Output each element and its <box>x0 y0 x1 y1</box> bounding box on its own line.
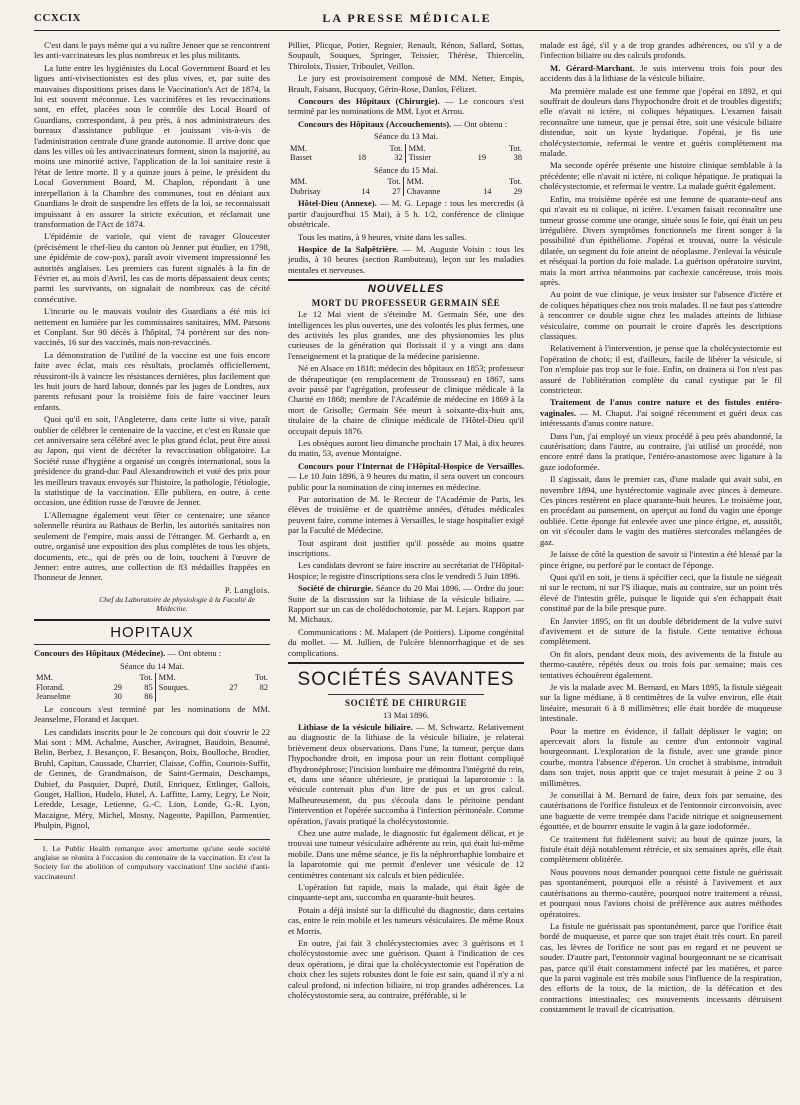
column-1 <box>34 40 270 1097</box>
table-row <box>34 692 270 702</box>
paragraph: Les candidats devront se faire inscrire au secrétariat de l'Hôpital-Hospice; le registre d'inscriptions sera clos le vendredi 5 Juin 1896. <box>288 560 524 581</box>
paragraph: Enfin, ma troisième opérée est une femme de quarante-neuf ans qui n'avait eu ni colique, ni ictère. L'examen faisait reconnaître une tumeur grosse comme une orange, située sous le foie, qui était un peu irrégulière. Divers symptômes fonctionnels me firent songer à la possibilité d'un épithéliome. J'opérai et trouvai, outre la vésicule dilatée, un segment du foie atteint de néoplasme. J'enlevai la vésicule et réséquai la portion du foie malade. La guérison opératoire survint, mais la mort arriva néanmoins par cachexie cancéreuse, trois mois après. <box>540 193 782 287</box>
paragraph: Pour la mettre en évidence, il fallait déplisser le vagin; on apercevait alors la fistule au centre d'un entonnoir vaginal bourgeonnant. L'exploration de la fistule, avec une grande pince courbe, montra l'absence d'éperon. Un crochet à strabisme, introduit dans son trajet, nous apprit que ce trajet mesurait à peine 2 ou 3 millimètres. <box>540 725 782 788</box>
paragraph: Chez une autre malade, le diagnostic fut également délicat, et je trouvai une tumeur vésiculaire adhérente au rein, qui était lui-même mobile. Dans une même séance, je fis la néphrorrhaphie lombaire et la laparotomie qui me permit d'enlever une vésicule de 12 centimètres contenant six calculs et bien pédiculée. <box>288 827 524 880</box>
score-table-14 <box>34 673 270 702</box>
candidate-total: 38 <box>513 153 522 163</box>
obituary-title: MORT DU PROFESSEUR GERMAIN SÉE <box>311 297 501 308</box>
paragraph: Quoi qu'il en soit, je tiens à spécifier ceci, que la fistule ne siégeait ni sur le rectum, ni sur l'S iliaque, mais au contraire, sur un point très élevé de l'intestin grêle, puisque le liquide qui s'en échappait était constitué par de la bile presque pure. <box>540 571 782 614</box>
candidate-name: Chavanne <box>406 186 441 196</box>
paragraph: La lutte entre les hygiénistes du Local Government Board et les ligues anti-vivisectionistes est des plus vives, et, par suite des mauvaises dispositions prises dans le Vaccination's Act de 1874, la loi est souvent méconnue. Les vaccinifères et les revaccinations sont, en effet, placées sous le contrôle des Local Board of Guardians, correspondant, à peu près, à nos administrateurs des bureaux d'assistance publique et jouissant vis-à-vis de l'administration centrale d'une grande autonomie. Il arrive donc que dans les villes où les antivaccinateurs forment, sinon la majorité, au moins une minorité active, l'application de la loi sanitaire reste à l'état de lettre morte. Il y a quinze jours à peine, le président du Local Government Board, M. Chaplon, répondant à une interpellation à la Chambre des communes, tout en déniant aux Guardians le droit de suspendre les effets de la loi, se reconnaissait impuissant à en assurer la stricte exécution, et réclamait une transformation de l'Act de 1874. <box>34 62 270 229</box>
paragraph: Tout aspirant doit justifier qu'il possède au moins quatre inscriptions. <box>288 537 524 559</box>
paragraph: Il s'agissait, dans le premier cas, d'une malade qui avait subi, en novembre 1894, une hystérectomie vaginale avec pinces à demeure. Ces pinces restèrent en place quarante-huit heures. Le troisième jour, en procédant au pansement, on aperçut au fond du vagin une éponge oubliée. Cette éponge fut enlevée avec une pince érigne, et, aussitôt, on vit s'écouler dans le vagin des matières stercorales mélangées de gaz. <box>540 474 782 547</box>
society-title: SOCIÉTÉ DE CHIRURGIE <box>344 698 468 709</box>
section-divider <box>34 619 270 621</box>
salpetriere-text: — M. Auguste Voisin : tous les jeudis, à 10 heures (section Rambuteau), leçon sur les maladies mentales et nerveuses. <box>288 244 524 275</box>
journal-title: LA PRESSE MÉDICALE <box>322 11 492 25</box>
candidate-score: 14 <box>361 186 370 196</box>
header-mm: MM. <box>406 177 424 187</box>
traitement-text: — M. Chaput. J'ai soigné récemment et guéri deux cas intéressants d'anus contre nature. <box>540 407 782 429</box>
candidate-score: 29 <box>113 682 122 692</box>
header-mm: MM. <box>408 143 426 153</box>
header-tot: Tot. <box>508 177 522 187</box>
section-divider <box>288 662 524 664</box>
paragraph: Le 12 Mai vient de s'éteindre M. Germain Sée, une des intelligences les plus ouvertes, une des volontés les plus fermes, une des activités les plus grandes, une des physionomies les plus curieuses de la génération qui florissait il y a vingt ans dans l'enseignement et la pratique de la médecine parisienne. <box>288 309 524 361</box>
concours-chirurgie-text: — Le concours s'est terminé par les nominations de MM. Lyot et Arrou. <box>288 96 524 117</box>
candidate-name: Tissier <box>408 153 432 163</box>
seance-date: Séance du 14 Mai. <box>120 660 184 671</box>
concours-medecine-head: Concours des Hôpitaux (Médecine). <box>34 648 166 659</box>
table-row <box>34 683 270 693</box>
section-title-nouvelles: NOUVELLES <box>367 283 445 296</box>
author-title: Chef du Laboratoire de physiologie à la Faculté de Médecine. <box>99 595 255 614</box>
hotel-dieu-head: Hôtel-Dieu (Annexe). <box>298 198 377 209</box>
salpetriere-notice <box>288 244 524 275</box>
candidate-score: 19 <box>477 153 487 163</box>
paragraph: Nous pouvons nous demander pourquoi cette fistule ne guérissait pas spontanément, pourquoi elle a résisté à l'avivement et aux cautérisations au thermo-cautère, pourquoi notre traitement a réussi, et pourquoi nous l'avions choisi de préférence aux autres méthodes opératoires. <box>540 866 782 919</box>
table-row <box>288 153 524 163</box>
paragraph: Dans l'un, j'ai employé un vieux procédé à peu près abandonné, la cautérisation; dans l'autre, au contraire, j'ai utilisé un procédé, non encore entré dans la pratique, l'entéro-anastomose avec ligature à la gaze iodoformée. <box>540 430 782 472</box>
concours-accouchements-text: — Ont obtenu : <box>451 118 508 129</box>
paragraph: Le jury est provisoirement composé de MM. Netter, Empis, Brault, Faisans, Bucquoy, Gérin-Rose, Danlos, Félizet. <box>288 73 524 94</box>
paragraph: C'est dans le pays même qui a vu naître Jenner que se rencontrent les anti-vaccinateurs les plus nombreux et les plus militants. <box>34 40 270 61</box>
header-mm: MM. <box>36 672 53 682</box>
header-mm: MM. <box>158 672 176 682</box>
candidate-total: 85 <box>144 682 153 692</box>
paragraph: Pilliet, Plicque, Potier, Regnier, Renault, Rénon, Sallard, Sottas, Soupault, Souques, Springer, Teissier, Thérèse, Thiercelin, Thiroloix, Tissier, Triboulet, Veillon. <box>288 40 524 71</box>
paragraph: Tous les matins, à 9 heures, visite dans les salles. <box>298 231 467 242</box>
paragraph: La démonstration de l'utilité de la vaccine est une fois encore faite avec éclat, mais ces résultats, proclamés officiellement, réussiront-ils à vaincre les résistances dernières, plus facilement que les huit jours de hard labour, donnés par les juges de Londres, aux parents refusant pour la troisième fois de faire vacciner leurs enfants. <box>34 349 270 412</box>
concours-medecine <box>34 648 270 658</box>
paragraph: Les candidats inscrits pour le 2e concours qui doit s'ouvrir le 22 Mai sont : MM. Achalme, Auscher, Aviragnet, Baudoin, Beaumé, Belin, Berbez, J. Besançon, F. Besançon, Boix, Boulloche, Brodier, Bruhl, Capitan, Caussade, Charrier, Claisse, Coffin, Courtois-Suffit, de Gennes, de Grandmaison, de Saint-Germain, Deschamps, Dubief, du Pasquier, Dupré, Dutil, Enriquez, Ettlinger, Gallois, Gouget, Hallion, Hudelo, Hutel, A. Laffitte, Lamy, Legry, Le Noir, Leredde, Lesage, Letienne, G.-C. Lion, Londe, G.-R. Lyon, Macaigne, Méry, Michel, Mosny, Nageotte, Papillon, Parmentier, Phulpin, Pignol, <box>34 726 270 831</box>
section-divider <box>328 694 484 695</box>
paragraph: Ma seconde opérée présente une histoire clinique semblable à la précédente; elle n'avait ni ictère, ni colique hépatique. Je pratiquai la cholécystectomie, et refermai le ventre. La malade guérit également. <box>540 160 782 192</box>
score-table-15 <box>288 177 524 196</box>
author-signature: P. Langlois. <box>224 584 270 595</box>
candidate-name: Souques. <box>158 682 190 692</box>
header-tot: Tot. <box>254 672 268 682</box>
page-header <box>34 8 780 31</box>
paragraph: Ce traitement fut fidèlement suivi; au bout de quinze jours, la fistule était déjà notablement rétrécie, et six semaines après, elle était complètement oblitérée. <box>540 833 782 865</box>
table-row <box>288 187 524 197</box>
paragraph: L'Allemagne également veut fêter ce centenaire; une séance solennelle réunira au Rathaus de Berlin, les autorités sanitaires non seulement de l'empire, mais aussi de l'étranger. M. Gerhardt a, en outre, organisé une exposition des plus complètes de tous les objets, documents, etc., qui de près ou de loin, touchent à l'œuvre de Jenner: entre autres, une collection de 83 médailles frappées en l'honneur de Jenner. <box>34 509 270 583</box>
section-title-societes: SOCIÉTÉS SAVANTES <box>297 669 515 691</box>
paragraph: Potain a déjà insisté sur la difficulté du diagnostic, dans certains cas, entre le rein mobile et les tumeurs vésiculaires. De même Roux et Morris. <box>288 904 524 936</box>
paragraph: En outre, j'ai fait 3 cholécystectomies avec 3 guérisons et 1 cholécystostomie avec une guérison. Quant à l'indication de ces deux opérations, je dirai que la cholécystectomie est l'opération de choix chez les sujets robustes dont le foie est sain, quand il n'y a ni calcul profond, ni infection biliaire, ni trop grandes adhérences. La cholécystostomie sera, au contraire, préférable, si le <box>288 938 524 1001</box>
paragraph: Né en Alsace en 1818; médecin des hôpitaux en 1853; professeur de thérapeutique (en remplacement de Trousseau) en 1867, sans avoir passé par l'agrégation, professeur de clinique médicale à la Charité en 1868; membre de l'Académie de médecine en 1869 à la mort de Grisolle; Germain Sée meurt à soixante-dix-huit ans, titulaire de la chaire de clinique médicale de l'Hôtel-Dieu qu'il occupait depuis 1876. <box>288 363 524 436</box>
candidate-total: 29 <box>513 186 522 196</box>
paragraph: Le concours s'est terminé par les nominations de MM. Jeanselme, Florand et Jacquet. <box>34 703 270 725</box>
lithiase-text: — M. Schwartz. Relativement au diagnostic de la lithiase de la vésicule biliaire, je relaterai brièvement deux observations. Dans l'une, la tumeur, perçue dans l'hypochondre droit, en imposa pour un rein flottant compliqué d'hydronéphrose; l'incision lombaire me démontra l'intégrité du rein, et, dans une séance ultérieure, je pratiquai la laparotomie : la vésicule contenait plus d'un litre de pus et un gros calcul. Malheureusement, du pus s'écoula dans le péritoine pendant l'intervention et l'opérée succomba à l'infection péritonéale. Comme opération, j'avais pratiqué la cholécystostomie. <box>288 721 524 826</box>
candidate-name: Jeanselme <box>36 692 71 702</box>
column-3 <box>540 40 782 1097</box>
lithiase-head: Lithiase de la vésicule biliaire. <box>298 721 413 732</box>
societe-chirurgie-text: Séance du 20 Mai 1896. — Ordre du jour: Suite de la discussion sur la lithiase de la vésicule biliaire. — Rapport sur un cas de cholédochotomie, par M. Lejars. Rapport par M. Michaux. <box>288 583 524 625</box>
salpetriere-head: Hospice de la Salpêtrière. <box>298 244 399 255</box>
score-table-13 <box>288 144 524 163</box>
concours-accouchements <box>288 119 524 129</box>
paragraph: L'opération fut rapide, mais la malade, qui était âgée de cinquante-sept ans, succomba en quarante-huit heures. <box>288 882 524 903</box>
concours-accouchements-head: Concours des Hôpitaux (Accouchements). <box>298 118 452 129</box>
concours-chirurgie-head: Concours des Hôpitaux (Chirurgie). <box>298 96 440 107</box>
header-tot: Tot. <box>139 672 153 682</box>
candidate-name: Basset <box>290 153 312 163</box>
concours-chirurgie <box>288 96 524 117</box>
paragraph: malade est âgé, s'il y a de trop grandes adhérences, ou s'il y a de l'infection biliaire ou des calculs profonds. <box>540 40 782 61</box>
section-divider <box>288 279 524 281</box>
candidate-total: 86 <box>144 692 153 702</box>
candidate-total: 82 <box>259 682 268 692</box>
paragraph: L'épidémie de variole, qui vient de ravager Gloucester (précisément le chef-lieu du canton où Jenner put étudier, en 1798, une épidémie de cow-pox), paraît avoir vivement impressionné les autorités anglaises. Les premiers cas furent signalés à la fin de Février et, au mois d'Avril, les cas de morts dépassaient deux cents; parmi les survivants, on signalait de nombreux cas de cécité consécutive. <box>34 231 270 304</box>
section-divider <box>34 644 270 645</box>
paragraph: Je conseillai à M. Bernard de faire, deux fois par semaine, des cautérisations de l'orifice fistuleux et de l'entonnoir circonvoisin, avec une baguette de verre trempée dans l'acide nitrique et soigneusement égouttée, et de bourrer ensuite le vagin à la gaze iodoformée. <box>540 790 782 832</box>
paragraph: Relativement à l'intervention, je pense que la cholécystectomie est l'opération de choix; il est, d'ailleurs, facile de libérer la vésicule, si l'on n'emploie pas trop sur le foie. Enfin, on drainera si l'on n'est pas assuré de l'oblitération complète du canal cystique par le fil constricteur. <box>540 343 782 395</box>
marchant-text: Je suis intervenu trois fois pour des accidents dus à la lithiase de la vésicule biliaire. <box>540 62 782 84</box>
paragraph: Communications : M. Malapert (de Poitiers). Lipome congénital du mollet. — M. Jullien, de l'ulcère blennorrhagique et de ses complications. <box>288 626 524 658</box>
paragraph: Je vis la malade avec M. Bernard, en Mars 1895, la fistule siégeait sur la ligne médiane, à 8 centimètres de la vulve environ, elle était linéaire, mesurait 6 à 8 millimètres; elle était bordée de muqueuse intestinale. <box>540 681 782 724</box>
paragraph: Quoi qu'il en soit, l'Angleterre, dans cette lutte si vive, paraît oublier de célébrer le centenaire de la vaccine, et c'est en Russie que cet anniversaire sera célébré avec le plus grand éclat, peut être aussi au Japon, qui vient de décréter la revaccination obligatoire. La Société russe d'hygiène a organisé un congrès international, sous la présidence du grand-duc Paul Alexandrowitch et voté des prix pour les meilleurs travaux envoyés sur l'histoire, la pathologie, l'étiologie, la statistique de la vaccination. Elle publiera, en outre, à cette occasion, une édition russe de l'œuvre de Jenner. <box>34 414 270 508</box>
lithiase-article <box>288 722 524 826</box>
paragraph: On fit alors, pendant deux mois, des avivements de la fistule au thermo-cautère, répétés deux ou trois fois par semaine; mais ces tentatives échouèrent également. <box>540 648 782 680</box>
societe-chirurgie-head: Société de chirurgie. <box>298 583 374 594</box>
seance-date: Séance du 13 Mai. <box>374 131 438 142</box>
paragraph: Par autorisation de M. le Recteur de l'Académie de Paris, les élèves de troisième et de quatrième années, d'études médicales peuvent faire, comme internes à Versailles, le stage hospitalier exigé par la Faculté de Médecine. <box>288 494 524 536</box>
candidate-name: Dubrisay <box>290 186 321 196</box>
paragraph: Ma première malade est une femme que j'opérai en 1892, et qui souffrait de douleurs dans l'hypochondre droit et de troubles digestifs; elle n'avait ni ictère, ni coliques hépatiques. L'examen faisait reconnaître une tumeur, que je pensai être, soit une vésicule biliaire distendue, soit un kyste hydatique. J'opérai, je fis une cholécystectomie, refermai le ventre et guéris complètement ma malade. <box>540 85 782 159</box>
seance-date: Séance du 15 Mai. <box>374 164 438 175</box>
candidate-total: 27 <box>392 186 401 196</box>
header-tot: Tot. <box>389 143 403 153</box>
page-folio: CCXCIX <box>34 12 81 24</box>
candidate-score: 30 <box>113 692 122 702</box>
internat-text: — Le 10 Juin 1896, à 9 heures du matin, il sera ouvert un concours public pour la nomination de cinq internes en médecine. <box>288 471 524 492</box>
paragraph: Je laisse de côté la question de savoir si l'intestin a été blessé par la pince érigne, ou perforé par le contact de l'éponge. <box>540 549 782 570</box>
paragraph: En Janvier 1895, on fit un double débridement de la vulve suivi d'avivement et de suture de la fistule. Cette tentative échoua complètement. <box>540 615 782 647</box>
column-2 <box>288 40 524 1097</box>
traitement-article <box>540 397 782 428</box>
candidate-total: 32 <box>394 153 403 163</box>
paragraph: Au point de vue clinique, je veux insister sur l'absence d'ictère et de coliques hépatiques chez nos trois malades. Il ne faut pas s'attendre à rencontrer ce double signe chez les malades atteints de lithiase vésiculaire, comme on pourrait le croire d'après les descriptions classiques. <box>540 289 782 341</box>
candidate-score: 14 <box>483 186 492 196</box>
footnote: 1. Le Public Health remarque avec amertume qu'une seule société anglaise se réunira à l'occasion du centenaire de la vaccination. Et c'est la Society for the abolition of compulsory vaccination! Une société d'anti-vaccinateurs! <box>34 839 270 882</box>
societe-chirurgie-notice <box>288 583 524 625</box>
candidate-name: Florand. <box>36 682 65 692</box>
candidate-score: 27 <box>229 682 238 692</box>
hotel-dieu-text: — M. G. Lepage : tous les mercredis (à partir d'aujourd'hui 15 Mai), à 5 h. 1/2, conférence de clinique obstétricale. <box>288 198 524 230</box>
header-tot: Tot. <box>387 177 401 187</box>
session-date: 13 Mai 1896. <box>382 709 430 720</box>
marchant-head: M. Gérard-Marchant. <box>550 62 635 73</box>
header-mm: MM. <box>290 143 307 153</box>
hotel-dieu-notice <box>288 198 524 229</box>
header-mm: MM. <box>290 177 307 187</box>
traitement-head: Traitement de l'anus contre nature et des fistules entéro-vaginales. <box>540 397 782 418</box>
paragraph: Les obsèques auront lieu dimanche prochain 17 Mai, à dix heures du matin, 53, avenue Montaigne. <box>288 437 524 459</box>
candidate-score: 18 <box>357 153 367 163</box>
section-title-hopitaux: HOPITAUX <box>110 624 194 642</box>
concours-medecine-text: — Ont obtenu : <box>165 648 222 659</box>
marchant-article <box>540 63 782 84</box>
internat-head: Concours pour l'Internat de l'Hôpital-Hospice de Versailles. <box>298 460 524 471</box>
paragraph: La fistule ne guérissait pas spontanément, parce que l'orifice était bordé de muqueuse, et parce que son trajet était très court. En pareil cas, les lèvres de l'orifice ne sont pas en regard et ne peuvent se souder. D'autre part, l'entonnoir vaginal bourgeonnant ne se cicatrisait pas, parce qu'il était constamment infecté par les matières, et parce que la paroi vaginale est très mobile sous l'influence de la respiration, des efforts de la toux, de la miction, de la défécation et des contractions intestinales; ces mouvements incessants détruisent constamment le travail de cicatrisation. <box>540 920 782 1015</box>
internat-notice <box>288 461 524 492</box>
header-tot: Tot. <box>508 143 522 153</box>
paragraph: L'incurie ou le mauvais vouloir des Guardians a été mis ici nettement en lumière par les commissaires sanitaires, MM. Parsons et Conplant. Sur 90 décès à l'hôpital, 74 portèrent sur des non-vaccinés, 16 sur des vaccinés, mais non-revaccinés. <box>34 306 270 348</box>
